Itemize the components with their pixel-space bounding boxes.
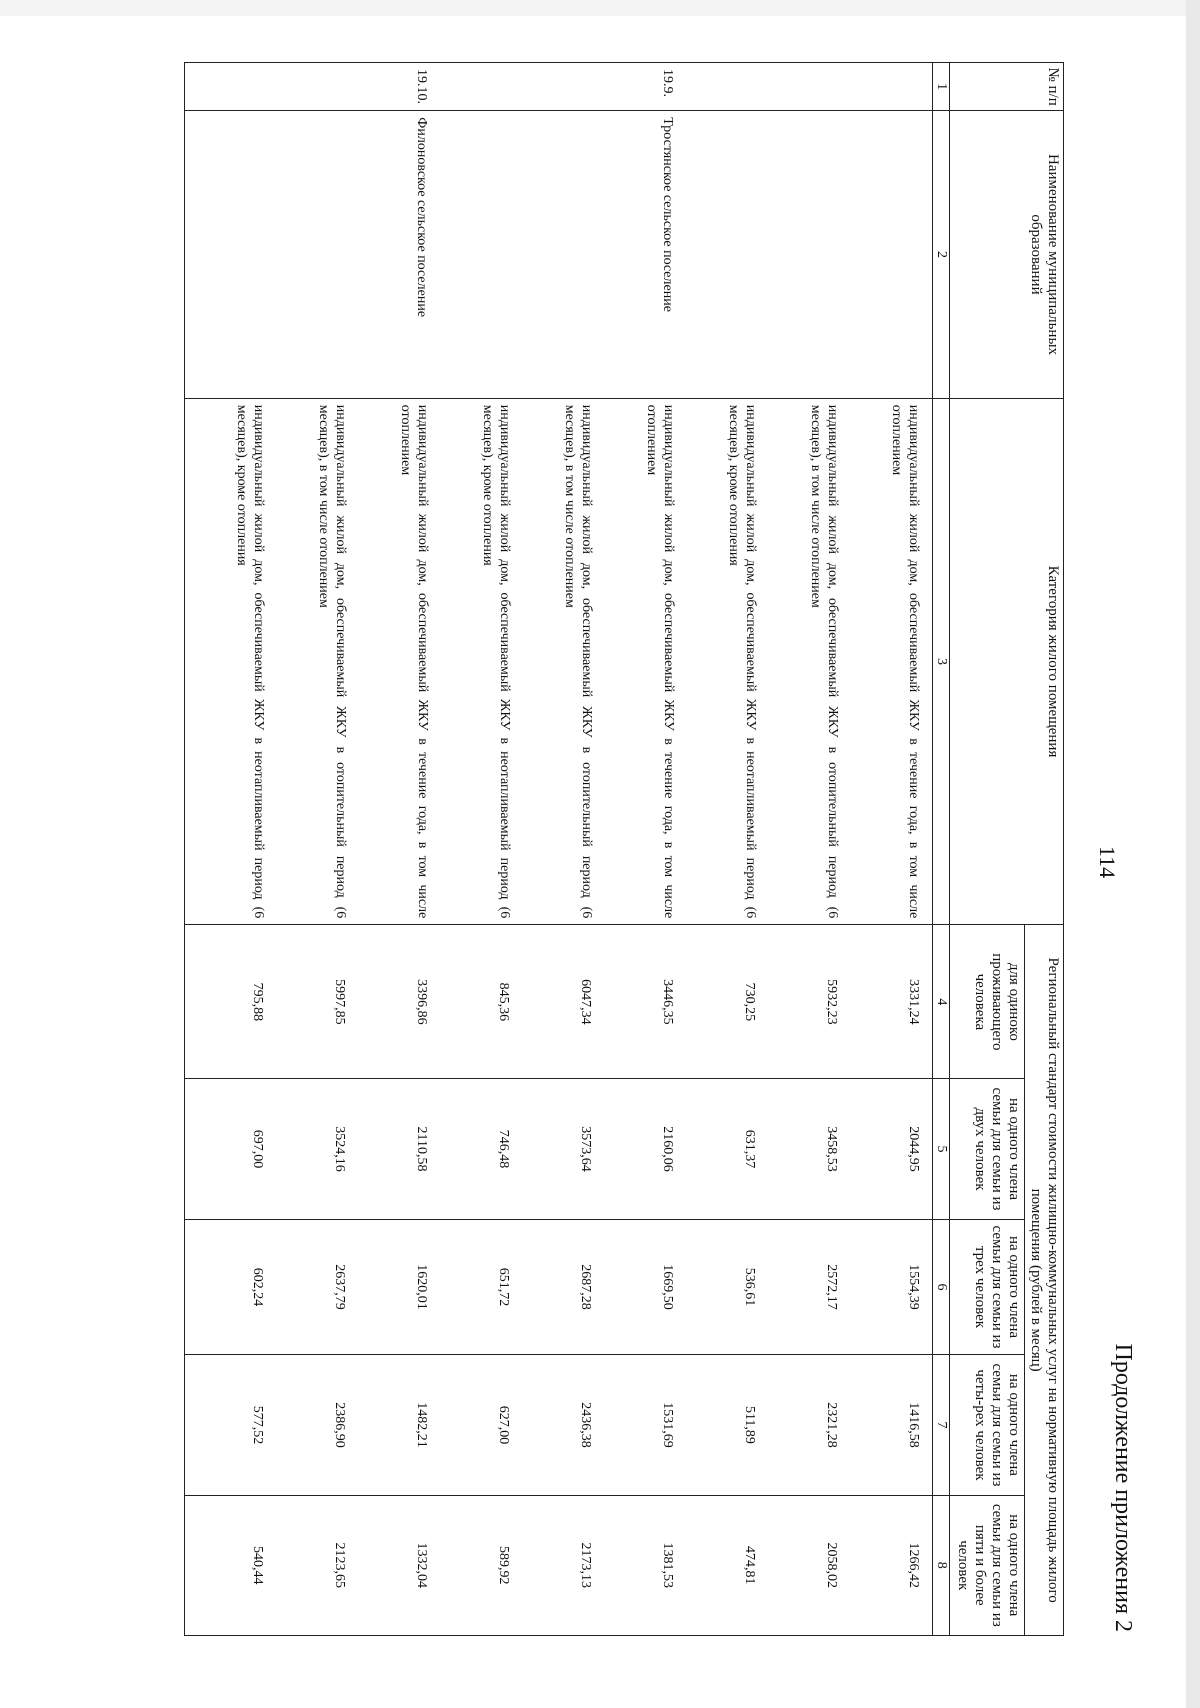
value-four: 2436,38 [513, 1355, 595, 1495]
row-num [759, 63, 841, 111]
row-num [267, 63, 349, 111]
row-category [841, 398, 933, 925]
row-name: Тростянское сельское поселение [595, 111, 677, 398]
header-sub-single: для одиноко проживающего человека [950, 925, 1025, 1079]
value-four: 1482,21 [349, 1355, 431, 1495]
row-num: 19.9. [595, 63, 677, 111]
header-category: Категория жилого помещения [950, 398, 1064, 925]
value-single: 3396,86 [349, 925, 431, 1079]
index-cell: 6 [933, 1219, 950, 1355]
value-three: 1620,01 [349, 1219, 431, 1355]
row-name [267, 111, 349, 398]
row-category [431, 398, 513, 925]
value-two: 2110,58 [349, 1079, 431, 1219]
value-four: 2386,90 [267, 1355, 349, 1495]
table-row [595, 63, 677, 1636]
row-category-text: индивидуальный жилой дом, обеспечиваемый ЖКУ в течение года, в том числе отоплением [889, 404, 921, 919]
value-five: 1332,04 [349, 1495, 431, 1635]
value-two: 3524,16 [267, 1079, 349, 1219]
value-five: 540,44 [185, 1495, 268, 1635]
value-three: 2687,28 [513, 1219, 595, 1355]
value-three: 602,24 [185, 1219, 268, 1355]
row-category [185, 398, 268, 925]
row-name [677, 111, 759, 398]
housing-cost-table [184, 62, 1064, 1636]
value-four: 577,52 [185, 1355, 268, 1495]
header-index-row [933, 63, 950, 1636]
index-cell: 1 [933, 63, 950, 111]
row-category [349, 398, 431, 925]
row-category-text: индивидуальный жилой дом, обеспечиваемый ЖКУ в отопительный период (6 месяцев), в том числе отоплением [316, 404, 348, 919]
row-name [431, 111, 513, 398]
row-category-text: индивидуальный жилой дом, обеспечиваемый ЖКУ в неотапливаемый период (6 месяцев), кроме отопления [234, 404, 266, 919]
value-two: 631,37 [677, 1079, 759, 1219]
value-two: 2044,95 [841, 1079, 933, 1219]
value-two: 746,48 [431, 1079, 513, 1219]
appendix-title: Продолжение приложения 2 [1110, 1343, 1136, 1632]
value-four: 2321,28 [759, 1355, 841, 1495]
index-cell: 5 [933, 1079, 950, 1219]
header-standard: Региональный стандарт стоимости жилищно-коммунальных услуг на нормативную площадь жилого помещения (рублей в месяц) [1025, 925, 1064, 1636]
value-five: 589,92 [431, 1495, 513, 1635]
value-single: 5932,23 [759, 925, 841, 1079]
index-cell: 2 [933, 111, 950, 398]
value-four: 1416,58 [841, 1355, 933, 1495]
row-num [185, 63, 268, 111]
row-category-text: индивидуальный жилой дом, обеспечиваемый ЖКУ в течение года, в том числе отоплением [644, 404, 676, 919]
row-category [759, 398, 841, 925]
value-five: 2123,65 [267, 1495, 349, 1635]
value-two: 2160,06 [595, 1079, 677, 1219]
value-five: 2058,02 [759, 1495, 841, 1635]
table-row [431, 63, 513, 1636]
row-category [677, 398, 759, 925]
row-name [185, 111, 268, 398]
value-three: 536,61 [677, 1219, 759, 1355]
row-category [267, 398, 349, 925]
table-row [267, 63, 349, 1636]
value-five: 1381,53 [595, 1495, 677, 1635]
value-single: 3446,35 [595, 925, 677, 1079]
value-four: 627,00 [431, 1355, 513, 1495]
value-single: 3331,24 [841, 925, 933, 1079]
value-three: 1554,39 [841, 1219, 933, 1355]
row-category-text: индивидуальный жилой дом, обеспечиваемый ЖКУ в отопительный период (6 месяцев), в том числе отоплением [808, 404, 840, 919]
header-row-1 [1025, 63, 1064, 1636]
row-num [677, 63, 759, 111]
index-cell: 3 [933, 398, 950, 925]
scan-edge-right [1186, 0, 1200, 1708]
table-row [677, 63, 759, 1636]
scan-edge-top [0, 0, 1200, 16]
header-name: Наименование муниципальных образований [950, 111, 1064, 398]
value-single: 5997,85 [267, 925, 349, 1079]
table-row [759, 63, 841, 1636]
row-category-text: индивидуальный жилой дом, обеспечиваемый ЖКУ в неотапливаемый период (6 месяцев), кроме отопления [480, 404, 512, 919]
value-single: 795,88 [185, 925, 268, 1079]
value-three: 2572,17 [759, 1219, 841, 1355]
value-four: 511,89 [677, 1355, 759, 1495]
row-num [841, 63, 933, 111]
row-category-text: индивидуальный жилой дом, обеспечиваемый ЖКУ в отопительный период (6 месяцев), в том числе отоплением [562, 404, 594, 919]
header-sub-three: на одного члена семьи для семьи из трех человек [950, 1219, 1025, 1355]
row-num [513, 63, 595, 111]
value-four: 1531,69 [595, 1355, 677, 1495]
row-num: 19.10. [349, 63, 431, 111]
index-cell: 4 [933, 925, 950, 1079]
value-five: 2173,13 [513, 1495, 595, 1635]
row-name [841, 111, 933, 398]
value-single: 6047,34 [513, 925, 595, 1079]
value-single: 730,25 [677, 925, 759, 1079]
table-row [513, 63, 595, 1636]
index-cell: 7 [933, 1355, 950, 1495]
value-single: 845,36 [431, 925, 513, 1079]
table-row [185, 63, 268, 1636]
row-name: Филоновское сельское поселение [349, 111, 431, 398]
row-category [513, 398, 595, 925]
value-three: 1669,50 [595, 1219, 677, 1355]
header-sub-four: на одного члена семьи для семьи из четы-рех человек [950, 1355, 1025, 1495]
header-num: № п/п [950, 63, 1064, 111]
value-five: 474,81 [677, 1495, 759, 1635]
value-two: 3573,64 [513, 1079, 595, 1219]
value-two: 697,00 [185, 1079, 268, 1219]
value-three: 651,72 [431, 1219, 513, 1355]
row-num [431, 63, 513, 111]
row-category-text: индивидуальный жилой дом, обеспечиваемый ЖКУ в течение года, в том числе отоплением [398, 404, 430, 919]
header-sub-five: на одного члена семьи для семьи из пяти и более человек [950, 1495, 1025, 1635]
value-five: 1266,42 [841, 1495, 933, 1635]
row-category [595, 398, 677, 925]
rotated-page [150, 62, 1150, 1642]
row-category-text: индивидуальный жилой дом, обеспечиваемый ЖКУ в неотапливаемый период (6 месяцев), кроме отопления [726, 404, 758, 919]
table-row [349, 63, 431, 1636]
table-row [841, 63, 933, 1636]
header-sub-two: на одного члена семьи для семьи из двух человек [950, 1079, 1025, 1219]
row-name [759, 111, 841, 398]
value-two: 3458,53 [759, 1079, 841, 1219]
index-cell: 8 [933, 1495, 950, 1635]
page-number: 114 [1095, 845, 1120, 879]
row-name [513, 111, 595, 398]
value-three: 2637,79 [267, 1219, 349, 1355]
